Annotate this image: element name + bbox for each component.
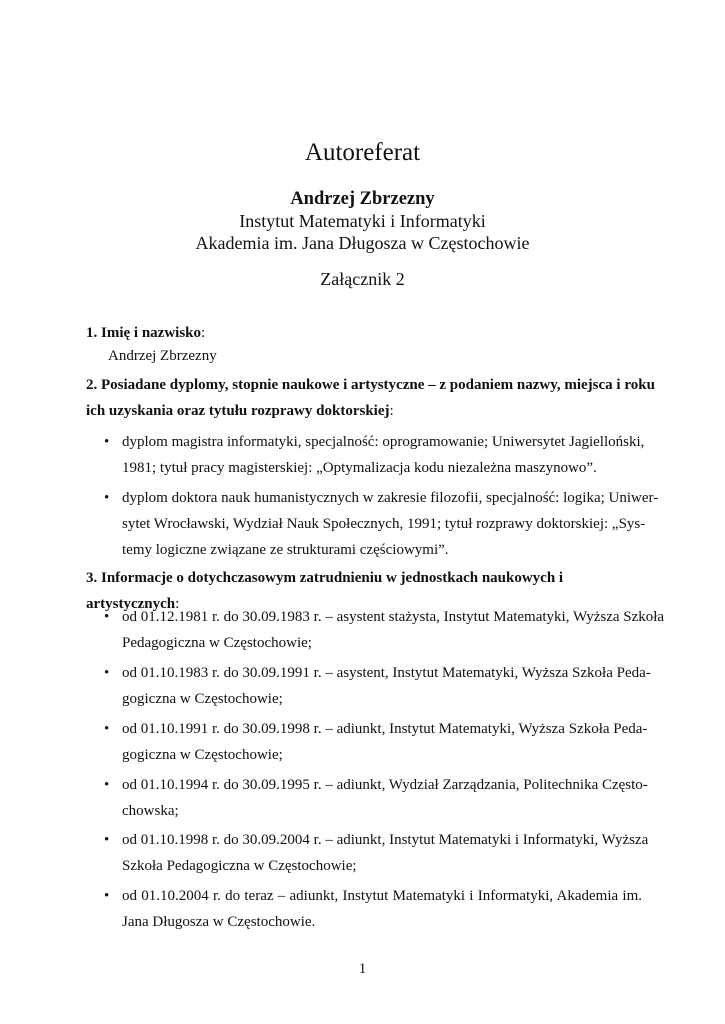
academy-name: Akademia im. Jana Długosza w Częstochowie bbox=[195, 233, 530, 253]
bullet-icon: • bbox=[104, 777, 110, 793]
list-item-line: temy logiczne związane ze strukturami częściowymi”. bbox=[122, 542, 449, 558]
list-item-line: gogiczna w Częstochowie; bbox=[122, 691, 283, 707]
list-item-line: dyplom doktora nauk humanistycznych w zakresie filozofii, specjalność: logika; Uniwer- bbox=[122, 490, 659, 506]
bullet-icon: • bbox=[104, 832, 110, 848]
list-item-line: od 01.10.1983 r. do 30.09.1991 r. – asystent, Instytut Matematyki, Wyższa Szkoła Peda- bbox=[122, 665, 651, 681]
document-title: Autoreferat bbox=[304, 139, 421, 166]
bullet-icon: • bbox=[104, 888, 110, 904]
attachment-label: Załącznik 2 bbox=[320, 269, 405, 289]
list-item-line: sytet Wrocławski, Wydział Nauk Społecznych, 1991; tytuł rozprawy doktorskiej: „Sys- bbox=[122, 516, 646, 532]
bullet-icon: • bbox=[104, 665, 110, 681]
section-2-colon: : bbox=[389, 403, 394, 419]
institute-name: Instytut Matematyki i Informatyki bbox=[239, 211, 486, 231]
page-number: 1 bbox=[358, 961, 367, 977]
list-item-line: Pedagogiczna w Częstochowie; bbox=[122, 635, 312, 651]
section-1-value: Andrzej Zbrzezny bbox=[108, 348, 217, 364]
list-item-line: chowska; bbox=[122, 803, 179, 819]
section-2-heading-line-1: 2. Posiadane dyplomy, stopnie naukowe i artystyczne – z podaniem nazwy, miejsca i roku bbox=[86, 377, 655, 393]
author-name: Andrzej Zbrzezny bbox=[290, 189, 435, 209]
bullet-icon: • bbox=[104, 490, 110, 506]
list-item-line: dyplom magistra informatyki, specjalność: oprogramowanie; Uniwersytet Jagielloński, bbox=[122, 434, 645, 450]
section-3-heading-text: 3. Informacje o dotychczasowym zatrudnieniu w jednostkach naukowych i artystycznych bbox=[86, 570, 564, 612]
section-3-colon: : bbox=[175, 596, 180, 612]
list-item-line: gogiczna w Częstochowie; bbox=[122, 747, 283, 763]
list-item-line: od 01.10.2004 r. do teraz – adiunkt, Instytut Matematyki i Informatyki, Akademia im. bbox=[122, 888, 642, 904]
section-1-heading-text: 1. Imię i nazwisko bbox=[86, 325, 202, 341]
bullet-icon: • bbox=[104, 609, 110, 625]
section-1-colon: : bbox=[201, 325, 206, 341]
list-item-line: od 01.10.1998 r. do 30.09.2004 r. – adiunkt, Instytut Matematyki i Informatyki, Wyższa bbox=[122, 832, 649, 848]
bullet-icon: • bbox=[104, 434, 110, 450]
list-item-line: od 01.10.1991 r. do 30.09.1998 r. – adiunkt, Instytut Matematyki, Wyższa Szkoła Peda- bbox=[122, 721, 648, 737]
list-item-line: od 01.10.1994 r. do 30.09.1995 r. – adiunkt, Wydział Zarządzania, Politechnika Często- bbox=[122, 777, 648, 793]
list-item-line: od 01.12.1981 r. do 30.09.1983 r. – asystent stażysta, Instytut Matematyki, Wyższa Szkoła bbox=[122, 609, 665, 625]
section-2-heading bbox=[86, 372, 655, 424]
list-item-line: 1981; tytuł pracy magisterskiej: „Optymalizacja kodu niezależna maszynowo”. bbox=[122, 460, 597, 476]
section-2-heading-line-2: ich uzyskania oraz tytułu rozprawy doktorskiej bbox=[86, 403, 390, 419]
bullet-icon: • bbox=[104, 721, 110, 737]
list-item-line: Jana Długosza w Częstochowie. bbox=[122, 914, 316, 930]
list-item-line: Szkoła Pedagogiczna w Częstochowie; bbox=[122, 858, 357, 874]
